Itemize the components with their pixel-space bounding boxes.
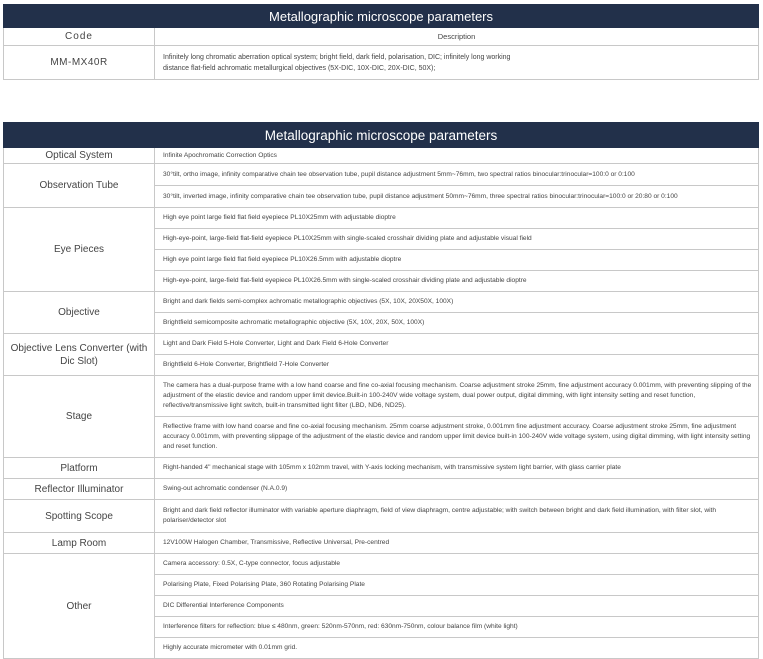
parameter-value: Infinite Apochromatic Correction Optics xyxy=(155,148,759,164)
description-header: Description xyxy=(155,28,759,46)
parameter-row xyxy=(4,292,759,313)
parameter-row xyxy=(4,500,759,533)
parameters-table xyxy=(3,122,759,659)
parameter-value: Brightfield 6-Hole Converter, Brightfield 7-Hole Converter xyxy=(155,355,759,376)
parameter-value: High eye point large field flat field eyepiece PL10X26.5mm with adjustable dioptre xyxy=(155,250,759,271)
parameter-row xyxy=(4,164,759,186)
parameter-value: DIC Differential Interference Components xyxy=(155,596,759,617)
parameter-label: Other xyxy=(4,554,155,659)
parameter-row xyxy=(4,208,759,229)
model-code: MM-MX40R xyxy=(4,46,155,80)
parameter-value: 30°tilt, inverted image, infinity comparative chain tee observation tube, pupil distance adjustment 50mm~76mm, three spectral ratios binocular:trinocular=100:0 or 20:80 or 0:100 xyxy=(155,186,759,208)
parameter-value: The camera has a dual-purpose frame with a low hand coarse and fine co-axial focusing mechanism. Coarse adjustment stroke 25mm, fine adjustment accuracy 0.001mm, with preventing slipping of the adjustment of the elastic device and random upper limit device.Built-in 100-240V wide voltage system, dual power output, digital dimming, with light intensity setting and reset function, reflective/transmissive light switch, built-in transmitted light filter (LBD, ND6, ND25). xyxy=(155,376,759,417)
parameter-value: Reflective frame with low hand coarse and fine co-axial focusing mechanism. 25mm coarse adjustment stroke, 0.001mm fine adjustment accuracy. Coarse adjustment stroke 25mm, fine adjustment accuracy 0.001mm, with preventing slippage of the adjustment of the elastic device and random upper limit device built-in 100-240V wide voltage system, using digital dimming, with light intensity setting and reset function. xyxy=(155,417,759,458)
parameter-value: Swing-out achromatic condenser (N.A.0.9) xyxy=(155,479,759,500)
parameter-row xyxy=(4,479,759,500)
parameter-label: Optical System xyxy=(4,148,155,164)
parameter-value: Light and Dark Field 5-Hole Converter, Light and Dark Field 6-Hole Converter xyxy=(155,334,759,355)
parameter-row xyxy=(4,334,759,355)
parameter-label: Spotting Scope xyxy=(4,500,155,533)
parameter-label: Observation Tube xyxy=(4,164,155,208)
parameter-label: Stage xyxy=(4,376,155,458)
parameter-value: High eye point large field flat field eyepiece PL10X25mm with adjustable dioptre xyxy=(155,208,759,229)
parameter-value: Polarising Plate, Fixed Polarising Plate, 360 Rotating Polarising Plate xyxy=(155,575,759,596)
parameter-value: Camera accessory: 0.5X, C-type connector, focus adjustable xyxy=(155,554,759,575)
parameter-label: Eye Pieces xyxy=(4,208,155,292)
parameters-table-title: Metallographic microscope parameters xyxy=(4,123,759,148)
model-description xyxy=(155,46,759,80)
parameter-row xyxy=(4,533,759,554)
parameter-value: Bright and dark field reflector illuminator with variable aperture diaphragm, field of view diaphragm, centre adjustable; with switch between bright and dark field illumination, with filter slot, with polariser/detector slot xyxy=(155,500,759,533)
description-line: Infinitely long chromatic aberration optical system; bright field, dark field, polarisation, DIC; infinitely long working xyxy=(163,53,511,61)
parameter-value: Brightfield semicomposite achromatic metallographic objective (5X, 10X, 20X, 50X, 100X) xyxy=(155,313,759,334)
code-header: Code xyxy=(4,28,155,46)
parameter-label: Lamp Room xyxy=(4,533,155,554)
parameter-label: Platform xyxy=(4,458,155,479)
parameter-value: Right-handed 4" mechanical stage with 105mm x 102mm travel, with Y-axis locking mechanism, with transmissive system light barrier, with glass carrier plate xyxy=(155,458,759,479)
parameter-value: 12V100W Halogen Chamber, Transmissive, Reflective Universal, Pre-centred xyxy=(155,533,759,554)
parameter-row xyxy=(4,376,759,417)
parameter-row xyxy=(4,554,759,575)
parameter-value: Highly accurate micrometer with 0.01mm grid. xyxy=(155,638,759,659)
parameter-label: Objective Lens Converter (with Dic Slot) xyxy=(4,334,155,376)
parameter-value: Interference filters for reflection: blue ≤ 480nm, green: 520nm-570nm, red: 630nm-750nm, colour balance film (white light) xyxy=(155,617,759,638)
description-line: distance flat-field achromatic metallurgical objectives (5X-DIC, 10X-DIC, 20X-DIC, 50X); xyxy=(163,64,436,72)
parameter-value: High-eye-point, large-field flat-field eyepiece PL10X25mm with single-scaled crosshair dividing plate and adjustable visual field xyxy=(155,229,759,250)
summary-table xyxy=(3,4,759,80)
parameter-row xyxy=(4,458,759,479)
parameter-value: Bright and dark fields semi-complex achromatic metallographic objectives (5X, 10X, 20X50X, 100X) xyxy=(155,292,759,313)
summary-table-title: Metallographic microscope parameters xyxy=(4,5,759,28)
parameter-value: High-eye-point, large-field flat-field eyepiece PL10X26.5mm with single-scaled crosshair dividing plate and adjustable dioptre xyxy=(155,271,759,292)
parameter-row xyxy=(4,148,759,164)
parameter-label: Objective xyxy=(4,292,155,334)
parameter-value: 30°tilt, ortho image, infinity comparative chain tee observation tube, pupil distance adjustment 5mm~76mm, two spectral ratios binocular:trinocular=100:0 or 0:100 xyxy=(155,164,759,186)
parameter-label: Reflector Illuminator xyxy=(4,479,155,500)
